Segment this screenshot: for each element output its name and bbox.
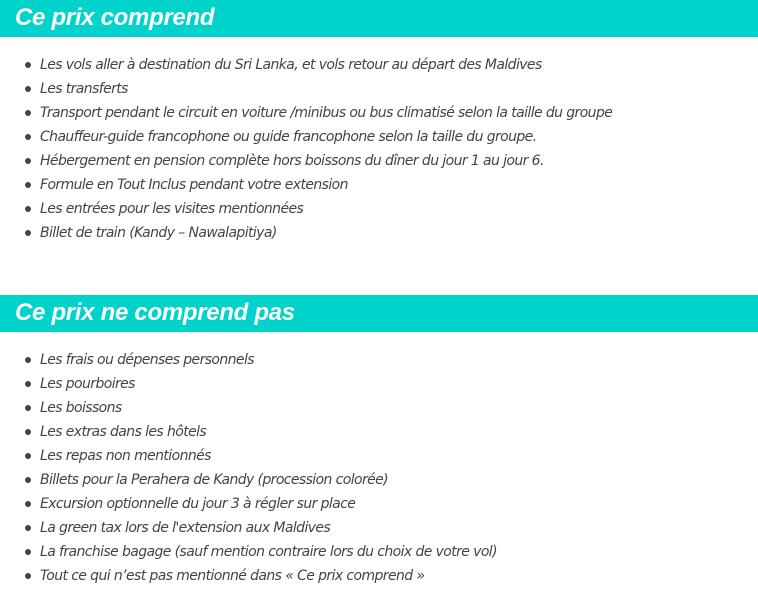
bullet-icon — [25, 573, 31, 579]
list-item: Excursion optionnelle du jour 3 à régler sur place — [0, 492, 497, 516]
list-item: Tout ce qui n’est pas mentionné dans « Ce prix comprend » — [0, 564, 497, 588]
list-item: La franchise bagage (sauf mention contraire lors du choix de votre vol) — [0, 540, 497, 564]
excluded-section-title: Ce prix ne comprend pas — [15, 299, 295, 326]
list-item: Hébergement en pension complète hors boissons du dîner du jour 1 au jour 6. — [0, 149, 612, 173]
included-list — [0, 53, 612, 245]
bullet-icon — [25, 549, 31, 555]
list-item: Chauffeur-guide francophone ou guide francophone selon la taille du groupe. — [0, 125, 612, 149]
bullet-icon — [25, 230, 31, 236]
list-item: Formule en Tout Inclus pendant votre extension — [0, 173, 612, 197]
list-item: Les repas non mentionnés — [0, 444, 497, 468]
bullet-icon — [25, 525, 31, 531]
list-item: Les boissons — [0, 396, 497, 420]
bullet-icon — [25, 86, 31, 92]
bullet-icon — [25, 501, 31, 507]
excluded-list — [0, 348, 497, 588]
included-section-title: Ce prix comprend — [15, 4, 215, 31]
excluded-section-header — [0, 295, 758, 332]
bullet-icon — [25, 381, 31, 387]
bullet-icon — [25, 206, 31, 212]
list-item: Les extras dans les hôtels — [0, 420, 497, 444]
list-item: Les vols aller à destination du Sri Lanka, et vols retour au départ des Maldives — [0, 53, 612, 77]
list-item: Billet de train (Kandy – Nawalapitiya) — [0, 221, 612, 245]
list-item: Billets pour la Perahera de Kandy (procession colorée) — [0, 468, 497, 492]
bullet-icon — [25, 110, 31, 116]
list-item: Les transferts — [0, 77, 612, 101]
bullet-icon — [25, 405, 31, 411]
bullet-icon — [25, 357, 31, 363]
bullet-icon — [25, 429, 31, 435]
list-item: Transport pendant le circuit en voiture /minibus ou bus climatisé selon la taille du groupe — [0, 101, 612, 125]
bullet-icon — [25, 62, 31, 68]
bullet-icon — [25, 453, 31, 459]
list-item: La green tax lors de l'extension aux Maldives — [0, 516, 497, 540]
bullet-icon — [25, 158, 31, 164]
included-section-header — [0, 0, 758, 37]
bullet-icon — [25, 182, 31, 188]
list-item: Les entrées pour les visites mentionnées — [0, 197, 612, 221]
bullet-icon — [25, 134, 31, 140]
list-item: Les frais ou dépenses personnels — [0, 348, 497, 372]
bullet-icon — [25, 477, 31, 483]
list-item: Les pourboires — [0, 372, 497, 396]
